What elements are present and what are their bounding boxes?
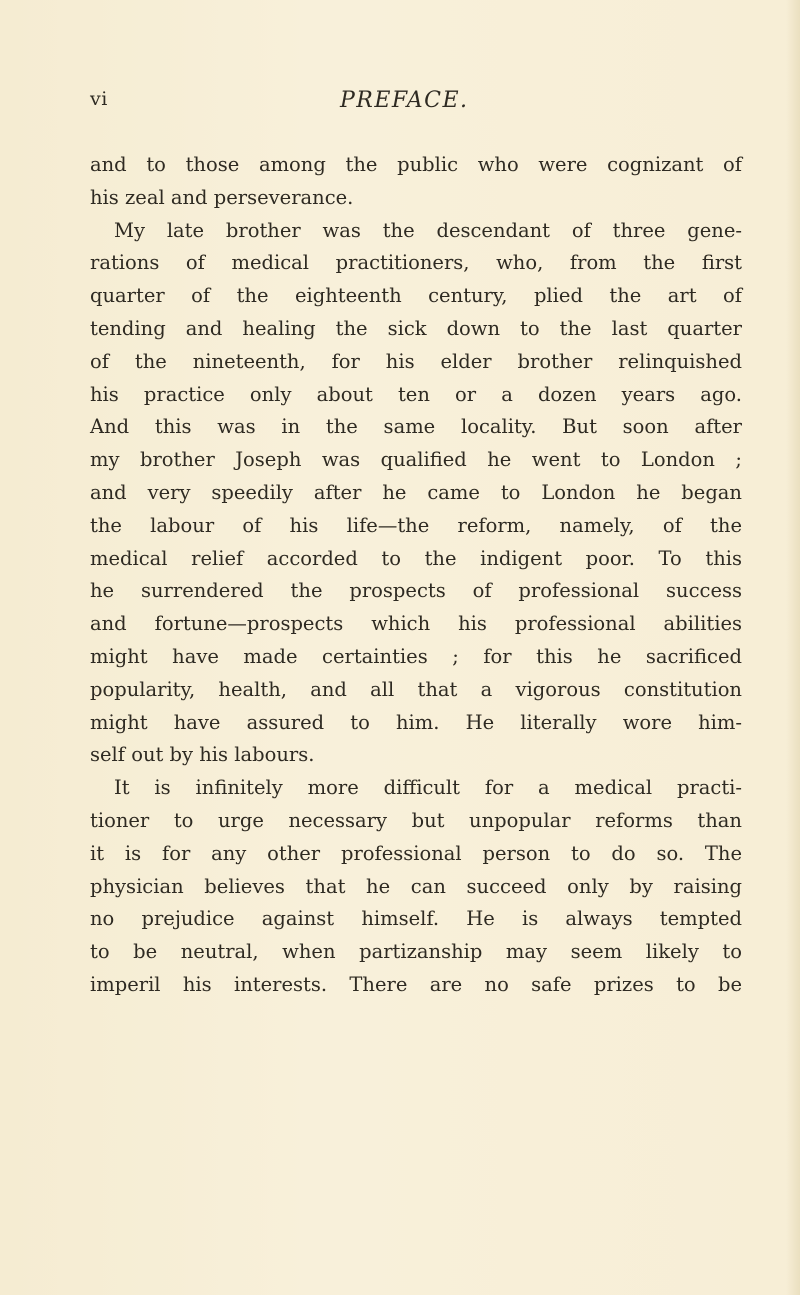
text-line: might have made certainties ; for this he sacrificed	[90, 644, 742, 668]
text-line: tending and healing the sick down to the last quarter	[90, 316, 742, 340]
text-line: of the nineteenth, for his elder brother relinquished	[90, 349, 742, 373]
page-number: vi	[90, 88, 108, 110]
text-line: self out by his labours.	[90, 743, 315, 767]
text-line: and very speedily after he came to London he began	[90, 480, 742, 504]
running-head: PREFACE.	[340, 88, 469, 113]
text-line: his zeal and perseverance.	[90, 185, 354, 209]
text-line: it is for any other professional person to do so. The	[90, 841, 742, 865]
text-line: his practice only about ten or a dozen years ago.	[90, 382, 742, 406]
text-line: physician believes that he can succeed only by raising	[90, 874, 742, 898]
page-header	[0, 88, 800, 116]
text-line: and fortune—prospects which his professional abilities	[90, 612, 742, 636]
text-line: It is infinitely more difficult for a medical practi-	[114, 776, 742, 800]
text-line: no prejudice against himself. He is always tempted	[90, 907, 742, 931]
text-line: and to those among the public who were cognizant of	[90, 153, 742, 176]
text-line: quarter of the eighteenth century, plied the art of	[90, 284, 742, 308]
text-line: imperil his interests. There are no safe prizes to be	[90, 972, 742, 996]
text-line: And this was in the same locality. But soon after	[90, 415, 742, 439]
text-line: My late brother was the descendant of three gene-	[114, 218, 742, 242]
text-line: popularity, health, and all that a vigorous constitution	[90, 677, 742, 701]
text-line: might have assured to him. He literally wore him-	[90, 710, 742, 734]
text-line: the labour of his life—the reform, namely, of the	[90, 513, 742, 537]
text-line: my brother Joseph was qualified he went to London ;	[90, 448, 742, 472]
body-text	[90, 149, 742, 1002]
text-line: rations of medical practitioners, who, from the first	[90, 251, 742, 275]
text-line: he surrendered the prospects of professional success	[90, 579, 742, 603]
text-line: medical relief accorded to the indigent poor. To this	[90, 546, 742, 570]
text-line: to be neutral, when partizanship may seem likely to	[90, 940, 742, 964]
text-line: tioner to urge necessary but unpopular reforms than	[90, 808, 742, 832]
page-edge-shadow	[786, 0, 800, 1295]
